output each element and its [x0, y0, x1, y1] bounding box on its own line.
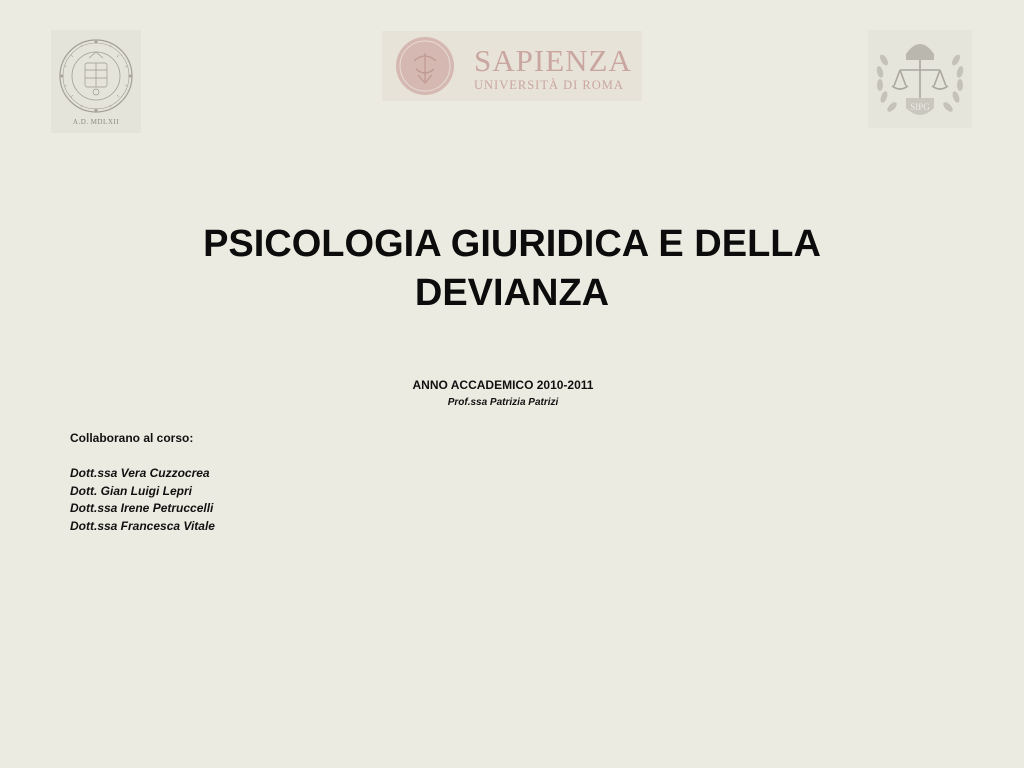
sapienza-wordmark-sub: UNIVERSITÀ DI ROMA [474, 78, 624, 92]
seal-date: A.D. MDLXII [72, 118, 120, 126]
sapienza-wordmark [474, 45, 632, 93]
university-seal-icon [51, 30, 141, 118]
professor-name: Prof.ssa Patrizia Patrizi [447, 397, 559, 408]
sapienza-wordmark-main: SAPIENZA [474, 43, 632, 78]
collaborators-list [70, 465, 215, 535]
title-line-1: PSICOLOGIA GIURIDICA E DELLA [203, 223, 821, 265]
university-seal-logo [51, 30, 141, 133]
academic-year: ANNO ACCADEMICO 2010-2011 [412, 378, 594, 392]
page-title [0, 220, 1024, 318]
shield-text: SIPG [910, 102, 930, 112]
scales-logo [868, 30, 972, 128]
scales-of-justice-laurel-icon [868, 30, 972, 128]
sapienza-logo [382, 31, 642, 101]
list-item: Dott.ssa Vera Cuzzocrea [70, 466, 210, 480]
list-item: Dott.ssa Irene Petruccelli [70, 501, 214, 515]
sapienza-logo-icon [392, 31, 462, 101]
title-line-2: DEVIANZA [414, 272, 610, 314]
list-item: Dott. Gian Luigi Lepri [70, 483, 192, 498]
collaborators-label: Collaborano al corso: [70, 431, 194, 445]
list-item: Dott.ssa Francesca Vitale [70, 518, 215, 533]
